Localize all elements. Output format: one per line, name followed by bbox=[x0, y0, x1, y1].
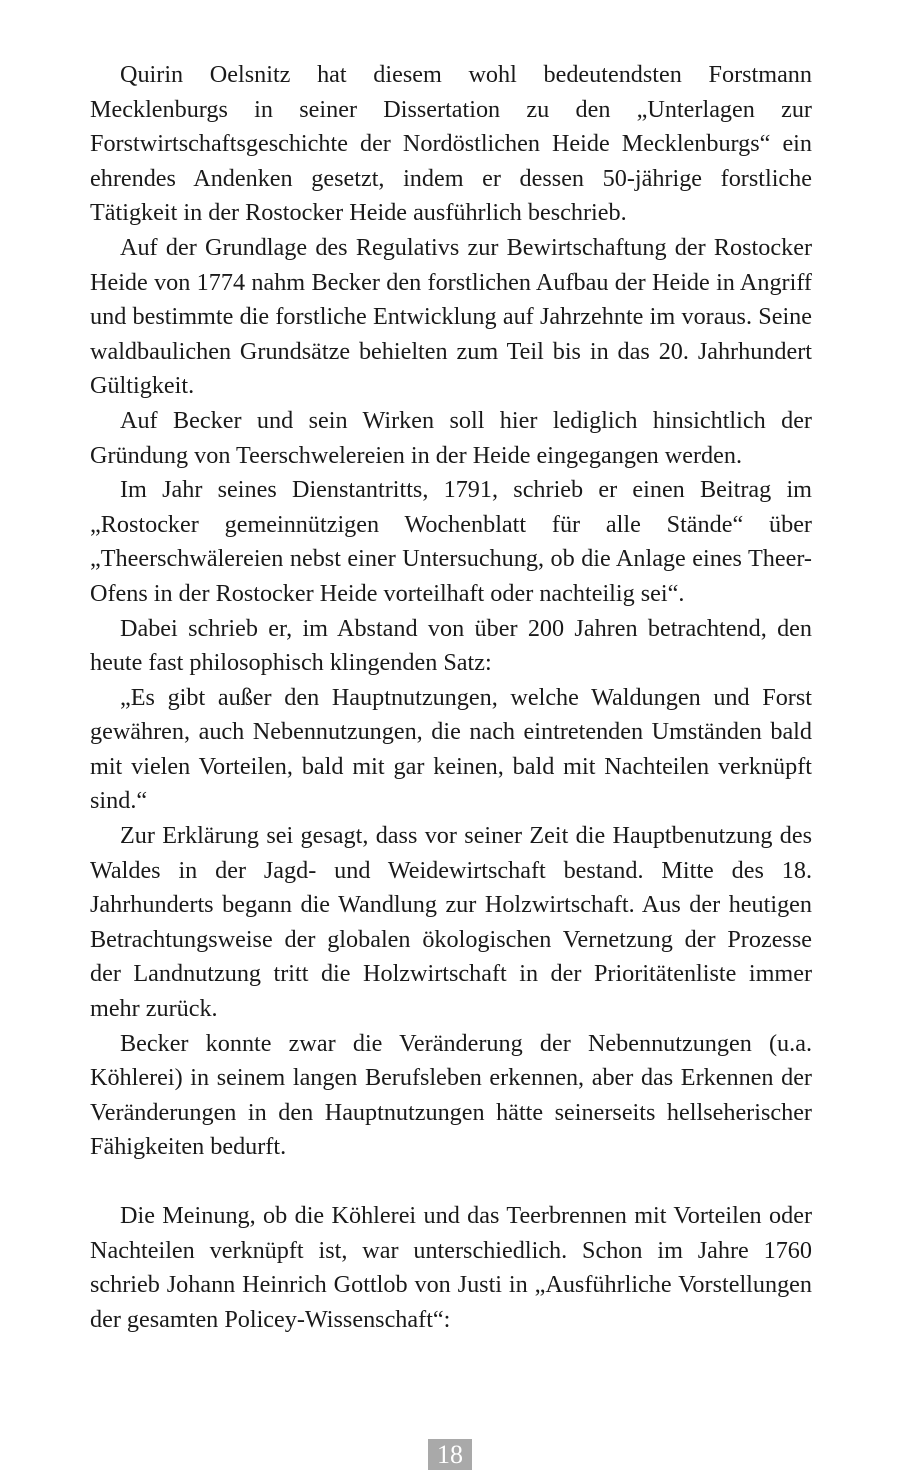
page-number: 18 bbox=[437, 1440, 463, 1469]
paragraph-erklaerung: Zur Erklärung sei gesagt, dass vor seiner Zeit die Hauptbenutzung des Waldes in der Jagd- und Weidewirtschaft bestand. Mitte des 18. Jahrhunderts begann die Wandlung zur Holzwirtschaft. Aus der heutigen Betrachtungsweise der globalen ökologischen Vernetzung der Prozesse der Landnutzung tritt die Holzwirtschaft in der Prioritätenliste immer mehr zurück. bbox=[90, 822, 812, 1023]
page-body bbox=[90, 58, 812, 1337]
paragraph-quote-nebennutzungen: „Es gibt außer den Hauptnutzungen, welche Waldungen und Forst gewähren, auch Nebennutzungen, die nach eintretenden Umständen bald mit vielen Vorteilen, bald mit gar keinen, bald mit Nachteilen verknüpft sind.“ bbox=[90, 683, 812, 815]
paragraph-regulativ: Auf der Grundlage des Regulativs zur Bewirtschaftung der Rostocker Heide von 1774 nahm Becker den forstlichen Aufbau der Heide in Angriff und bestimmte die forstliche Entwicklung auf Jahrzehnte im voraus. Seine waldbaulichen Grundsätze behielten zum Teil bis in das 20. Jahrhundert Gültigkeit. bbox=[90, 233, 812, 400]
paragraph-becker-veraenderung: Becker konnte zwar die Veränderung der Nebennutzungen (u.a. Köhlerei) in seinem langen Berufsleben erkennen, aber das Erkennen der Veränderungen in den Hauptnutzungen hätte seinerseits hellseherischer Fähigkeiten bedurft. bbox=[90, 1029, 812, 1161]
page-number-box bbox=[428, 1439, 472, 1470]
paragraph-oelsnitz-dissertation: Quirin Oelsnitz hat diesem wohl bedeutendsten Forstmann Mecklenburgs in seiner Dissertation zu den „Unterlagen zur Forstwirtschaftsgeschichte der Nordöstlichen Heide Mecklenburgs“ ein ehrendes Andenken gesetzt, indem er dessen 50-jährige forstliche Tätigkeit in der Rostocker Heide ausführlich beschrieb. bbox=[90, 61, 812, 227]
paragraph-dienstantritt: Im Jahr seines Dienstantritts, 1791, schrieb er einen Beitrag im „Rostocker gemeinnützigen Wochenblatt für alle Stände“ über „Theerschwälereien nebst einer Untersuchung, ob die Anlage eines Theer-Ofens in der Rostocker Heide vorteilhaft oder nachteilig sei“. bbox=[90, 476, 812, 607]
paragraph-philosophischer-satz: Dabei schrieb er, im Abstand von über 200 Jahren betrachtend, den heute fast philosophisch klingenden Satz: bbox=[90, 614, 812, 677]
paragraph-becker-wirken: Auf Becker und sein Wirken soll hier lediglich hinsichtlich der Gründung von Teerschwelereien in der Heide eingegangen werden. bbox=[90, 406, 812, 469]
paragraph-koehlerei-meinung: Die Meinung, ob die Köhlerei und das Teerbrennen mit Vorteilen oder Nachteilen verknüpft ist, war unterschiedlich. Schon im Jahre 1760 schrieb Johann Heinrich Gottlob von Justi in „Ausführliche Vorstellungen der gesamten Policey-Wissenschaft“: bbox=[90, 1202, 812, 1333]
